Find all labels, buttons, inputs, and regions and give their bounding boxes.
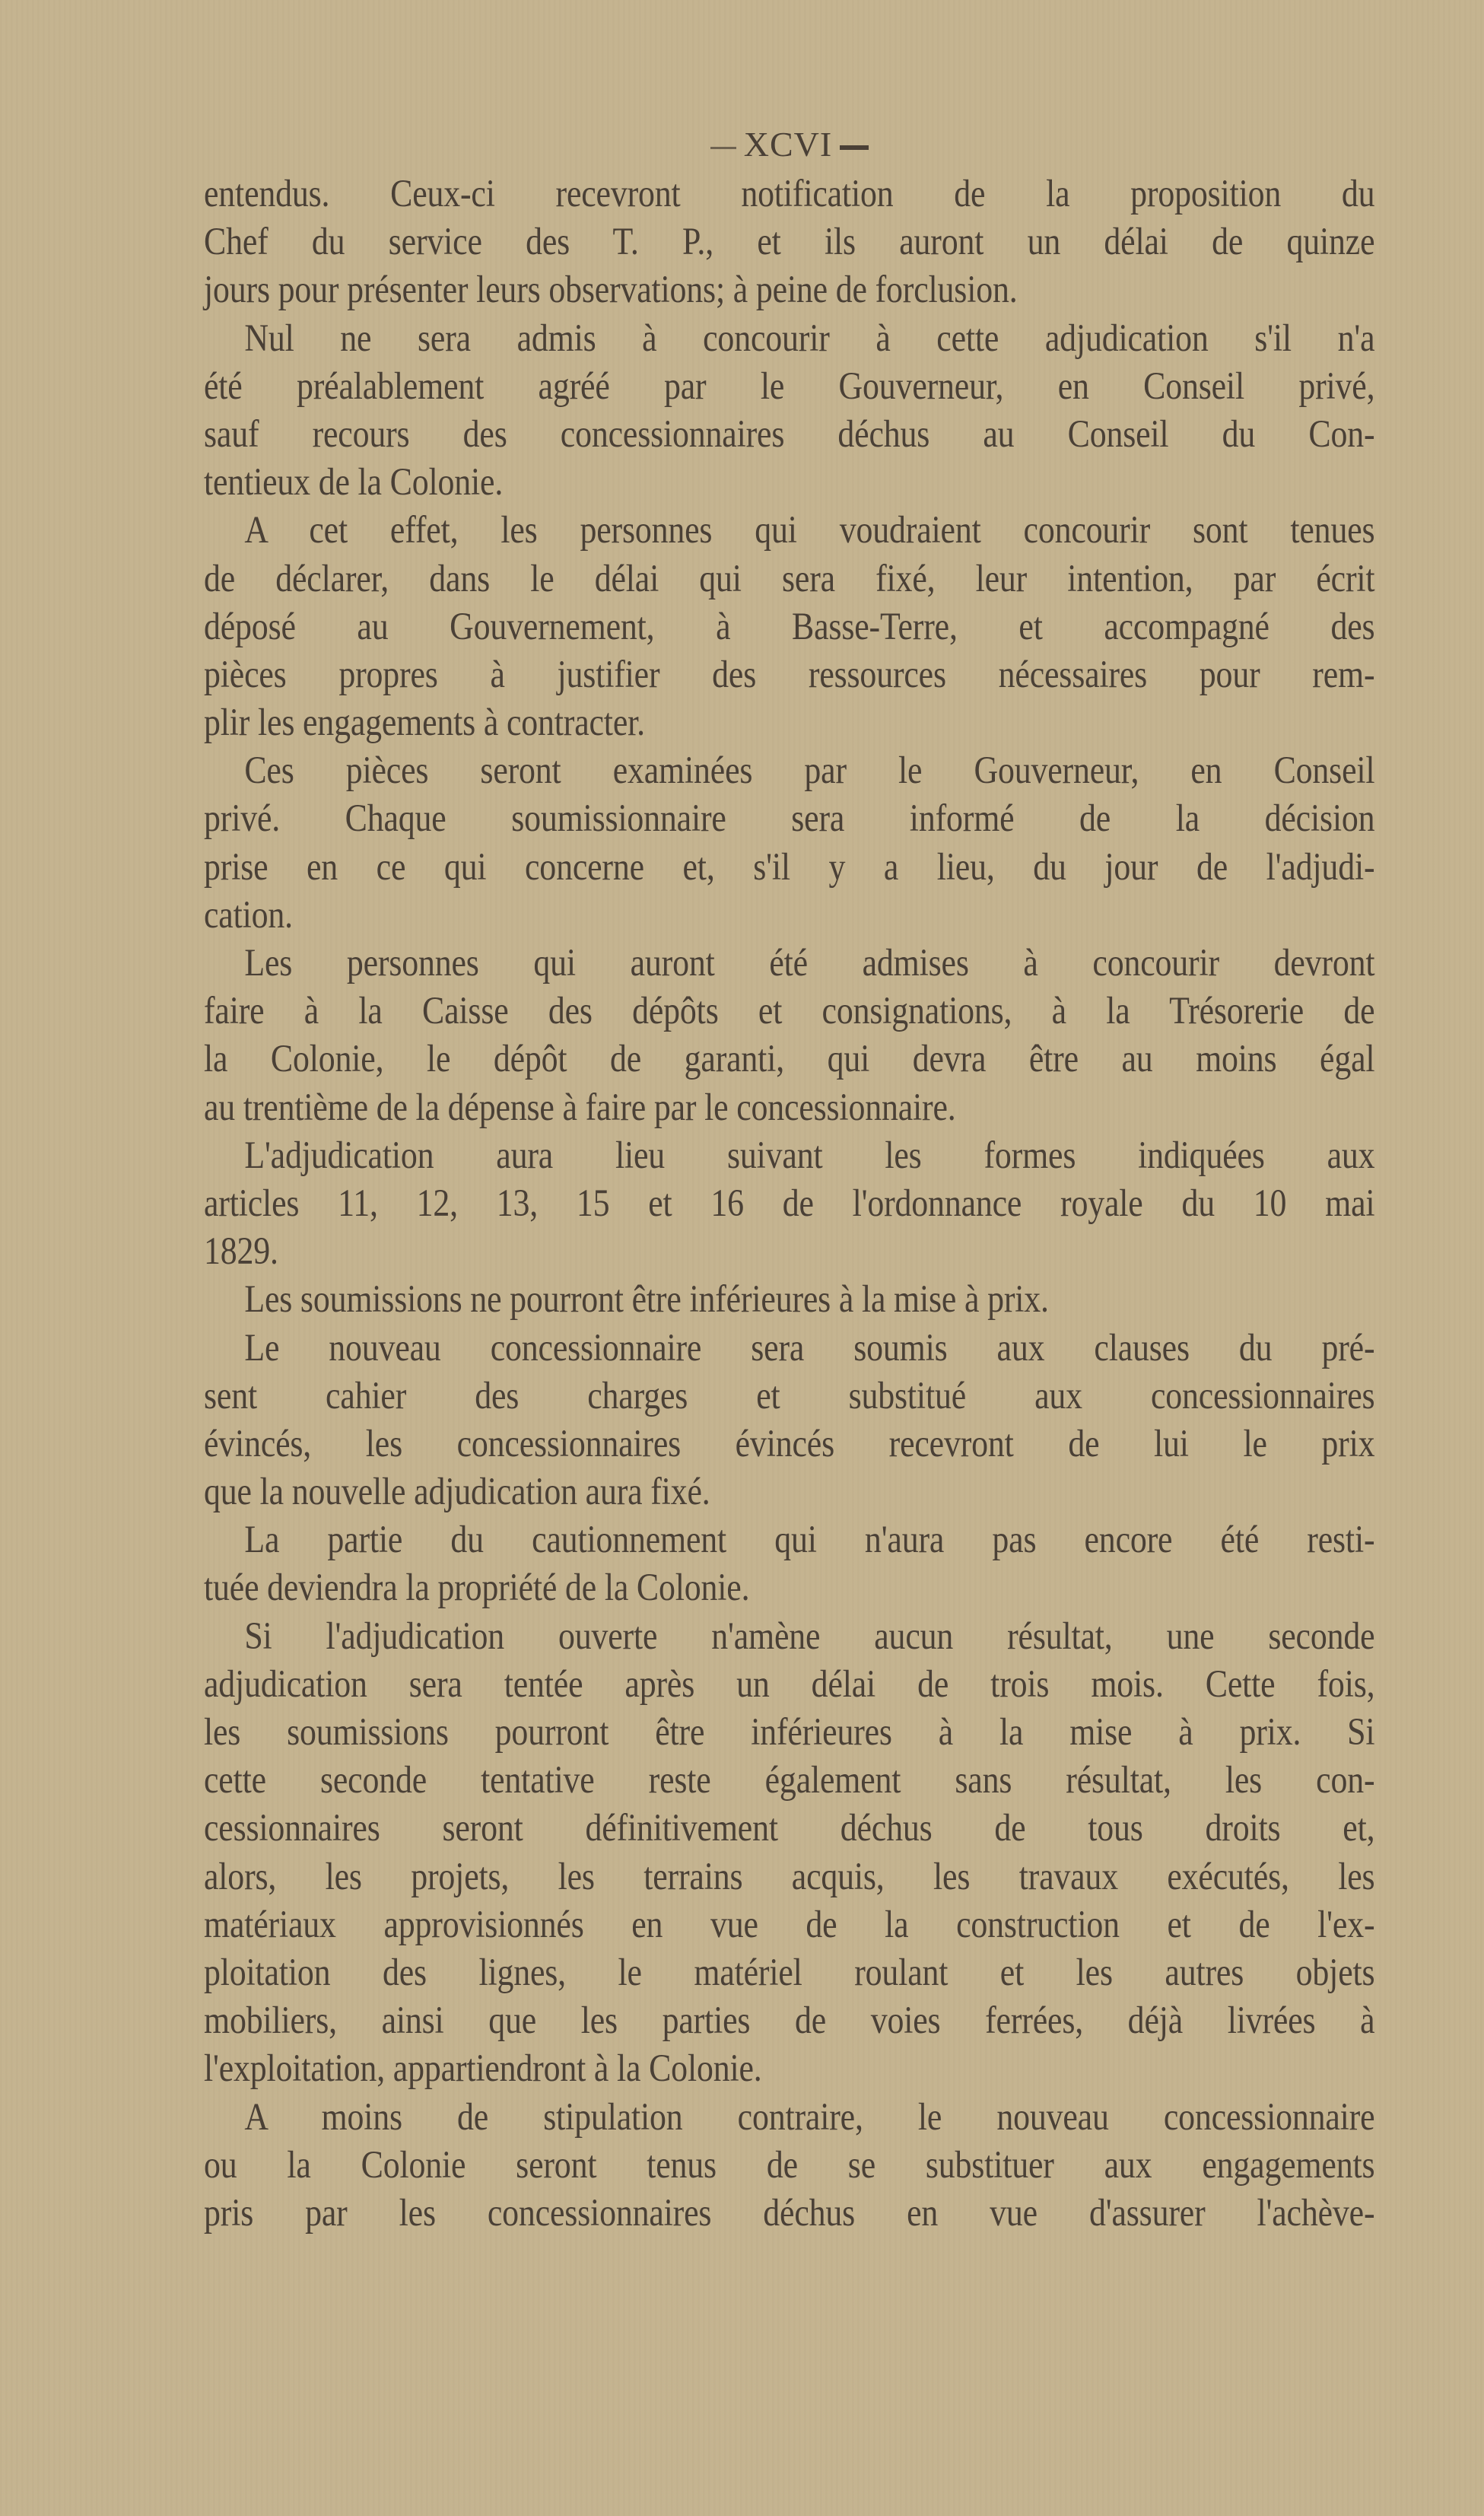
- text-line: que la nouvelle adjudication aura fixé.: [204, 1471, 710, 1514]
- text-line: sent cahier des charges et substitué aux concessionnaires: [204, 1374, 1375, 1417]
- paragraph: [204, 1613, 1374, 2094]
- paragraph: [204, 2094, 1374, 2238]
- text-line: l'exploitation, appartiendront à la Colonie.: [204, 2047, 762, 2091]
- text-line: Le nouveau concessionnaire sera soumis aux clauses du pré-: [244, 1326, 1375, 1369]
- body-text: [204, 170, 1374, 2238]
- text-line: Les soumissions ne pourront être inférieures à la mise à prix.: [244, 1278, 1049, 1322]
- text-line: cessionnaires seront définitivement déchus de tous droits et,: [204, 1807, 1375, 1850]
- text-line: sauf recours des concessionnaires déchus au Conseil du Con-: [204, 412, 1375, 456]
- text-line: Nul ne sera admis à concourir à cette adjudication s'il n'a: [244, 316, 1375, 360]
- text-line: pris par les concessionnaires déchus en vue d'assurer l'achève-: [204, 2191, 1375, 2235]
- text-line: A cet effet, les personnes qui voudraient concourir sont tenues: [244, 509, 1375, 552]
- text-line: privé. Chaque soumissionnaire sera informé de la décision: [204, 797, 1375, 841]
- text-line: adjudication sera tentée après un délai de trois mois. Cette fois,: [204, 1662, 1375, 1706]
- text-line: mobiliers, ainsi que les parties de voies ferrées, déjà livrées à: [204, 1999, 1375, 2043]
- paragraph: [204, 747, 1374, 940]
- text-line: été préalablement agréé par le Gouverneur, en Conseil privé,: [204, 364, 1375, 408]
- text-line: les soumissions pourront être inférieures à la mise à prix. Si: [204, 1711, 1375, 1754]
- text-line: prise en ce qui concerne et, s'il y a lieu, du jour de l'adjudi-: [204, 845, 1375, 889]
- paragraph: [204, 507, 1374, 747]
- text-line: la Colonie, le dépôt de garanti, qui devra être au moins égal: [204, 1038, 1375, 1081]
- paragraph: [204, 1516, 1374, 1612]
- text-line: Si l'adjudication ouverte n'amène aucun résultat, une seconde: [244, 1614, 1375, 1658]
- page-number: XCVI: [743, 125, 833, 164]
- text-line: articles 11, 12, 13, 15 et 16 de l'ordonnance royale du 10 mai: [204, 1182, 1375, 1225]
- text-line: A moins de stipulation contraire, le nouveau concessionnaire: [244, 2095, 1375, 2139]
- text-line: ploitation des lignes, le matériel roulant et les autres objets: [204, 1951, 1375, 1994]
- text-line: cette seconde tentative reste également sans résultat, les con-: [204, 1759, 1375, 1802]
- text-line: La partie du cautionnement qui n'aura pas encore été resti-: [244, 1519, 1375, 1562]
- text-line: 1829.: [204, 1230, 278, 1274]
- text-line: déposé au Gouvernement, à Basse-Terre, et accompagné des: [204, 605, 1375, 648]
- text-line: Chef du service des T. P., et ils auront un délai de quinze: [204, 221, 1375, 264]
- header-dash-left: [710, 147, 736, 149]
- paragraph: [204, 1325, 1374, 1517]
- document-page: [204, 122, 1375, 2238]
- text-line: ou la Colonie seront tenus de se substituer aux engagements: [204, 2143, 1375, 2187]
- text-line: alors, les projets, les terrains acquis, les travaux exécutés, les: [204, 1855, 1375, 1898]
- text-line: faire à la Caisse des dépôts et consignations, à la Trésorerie de: [204, 990, 1375, 1033]
- text-line: jours pour présenter leurs observations; à peine de forclusion.: [204, 269, 1018, 312]
- text-line: entendus. Ceux-ci recevront notification de la proposition du: [204, 173, 1375, 215]
- text-line: tentieux de la Colonie.: [204, 461, 504, 504]
- text-line: au trentième de la dépense à faire par le concessionnaire.: [204, 1086, 956, 1129]
- text-line: matériaux approvisionnés en vue de la construction et de l'ex-: [204, 1903, 1375, 1946]
- paragraph: [204, 940, 1374, 1132]
- text-line: de déclarer, dans le délai qui sera fixé, leur intention, par écrit: [204, 557, 1375, 600]
- text-line: tuée deviendra la propriété de la Colonie.: [204, 1567, 750, 1610]
- text-line: L'adjudication aura lieu suivant les formes indiquées aux: [244, 1134, 1375, 1177]
- text-line: Les personnes qui auront été admises à concourir devront: [244, 942, 1375, 984]
- paragraph: [204, 1276, 1374, 1324]
- text-line: Ces pièces seront examinées par le Gouverneur, en Conseil: [244, 749, 1375, 793]
- text-line: pièces propres à justifier des ressources nécessaires pour rem-: [204, 653, 1375, 696]
- paragraph: [204, 170, 1374, 315]
- paragraph: [204, 315, 1374, 507]
- text-line: plir les engagements à contracter.: [204, 701, 645, 745]
- text-line: cation.: [204, 893, 293, 937]
- page-header: [204, 122, 1375, 170]
- header-dash-right: [840, 145, 869, 150]
- paragraph: [204, 1132, 1374, 1277]
- text-line: évincés, les concessionnaires évincés recevront de lui le prix: [204, 1422, 1375, 1465]
